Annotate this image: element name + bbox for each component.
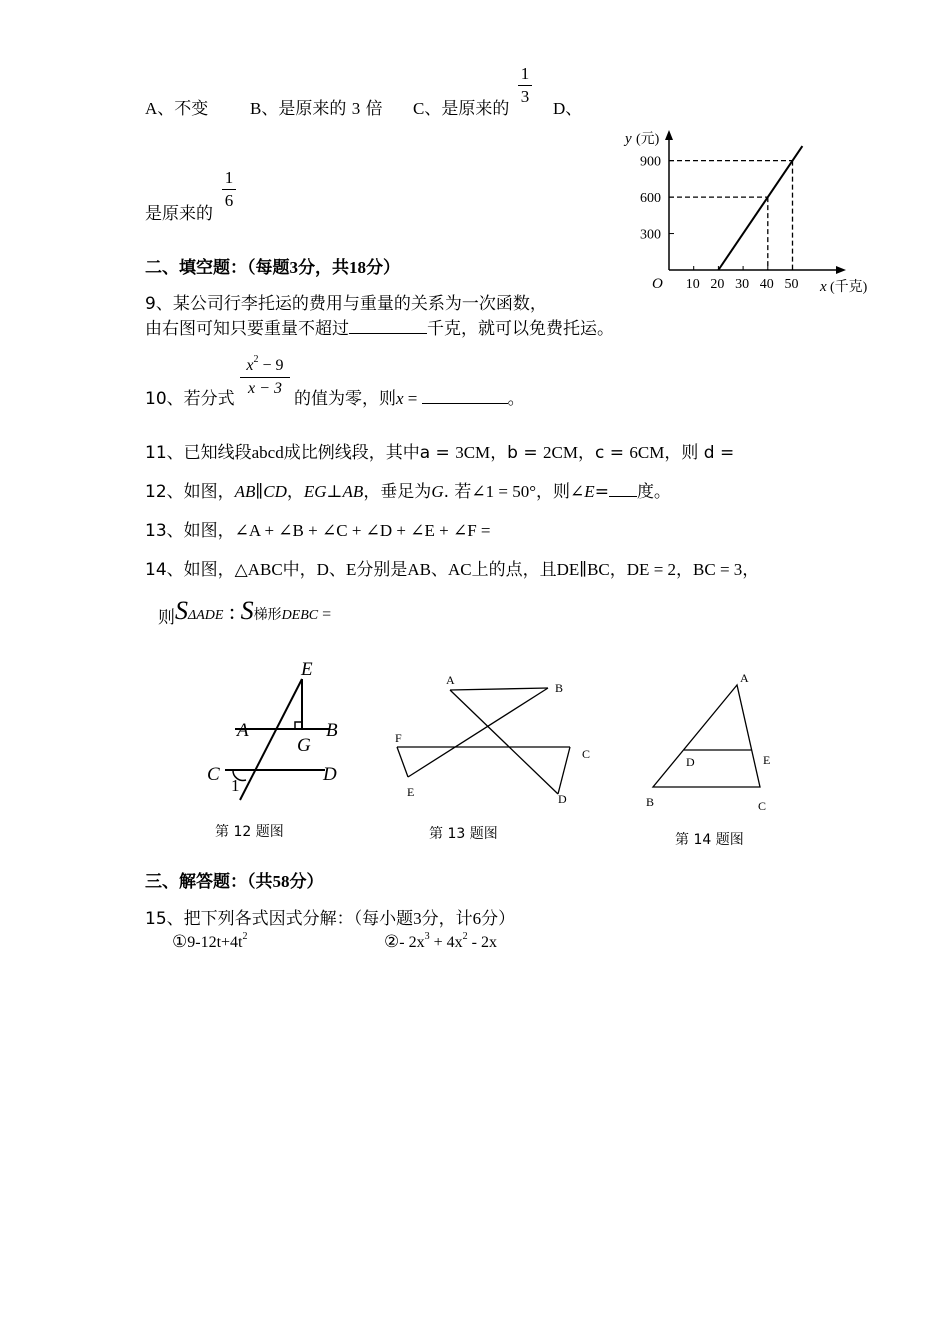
label-b: B: [555, 681, 564, 695]
q12-answer-blank[interactable]: [609, 496, 637, 497]
label-a: A: [237, 720, 249, 741]
q8-option-d-text: 是原来的: [145, 204, 213, 224]
right-angle-mark: [295, 722, 302, 729]
label-f: F: [395, 731, 402, 745]
x-tick-label: 40: [759, 277, 774, 292]
label-c: C: [207, 764, 220, 785]
transversal: [240, 679, 302, 800]
q8-option-b: B、是原来的 3 倍: [250, 99, 383, 119]
label-e: E: [407, 785, 415, 799]
figure-13-caption: 第 13 题图: [429, 826, 498, 842]
segment-ab: [450, 688, 548, 690]
label-a: A: [740, 671, 749, 685]
figure-14-caption: 第 14 题图: [675, 832, 744, 848]
q8-option-d-fraction: 1 6: [222, 168, 236, 211]
q15-item2: ②- $2x^3 + 4x^2 - 2x$: [384, 931, 497, 952]
y-tick-label: 600: [640, 191, 661, 207]
q10-prefix: 10、若分式: [145, 389, 235, 409]
figure-14: [640, 665, 790, 825]
q10-fraction: $x^2 - 9$ x − 3: [240, 350, 290, 399]
q8-option-c: C、是原来的: [413, 99, 510, 119]
q9-cost-weight-graph: [620, 120, 890, 300]
q12-text: 12、如图，AB∥CD，EG⊥AB，垂足为G. 若∠1 = 50°，则∠E= 度。: [145, 482, 671, 502]
label-d: D: [558, 792, 567, 806]
x-tick-label: 30: [735, 277, 750, 292]
y-tick-label: 900: [640, 154, 661, 170]
figure-12-caption: 第 12 题图: [215, 824, 284, 840]
segment-ad: [450, 690, 558, 794]
q9-line1: 9、某公司行李托运的费用与重量的关系为一次函数，: [145, 294, 547, 314]
q8-option-c-fraction: 1 3: [518, 64, 532, 107]
q10-tail: 的值为零，则x = 。: [294, 389, 525, 409]
x-tick-label: 10: [685, 277, 700, 292]
label-d: D: [323, 764, 337, 785]
label-a: A: [446, 673, 455, 687]
label-1: 1: [231, 776, 240, 795]
q14-ratio-line: 则SΔADE : S梯形DEBC =: [158, 596, 332, 628]
section3-heading: 三、解答题：（共58分）: [145, 872, 324, 892]
origin-label: O: [652, 276, 663, 292]
segment-cd: [558, 747, 570, 794]
x-axis-label: x: [820, 279, 827, 295]
y-tick-label: 300: [640, 227, 661, 243]
q15-item1: $①9-12t+4t^2$: [172, 931, 248, 952]
q8-option-a: A、不变: [145, 99, 209, 118]
q8-option-d-prefix: D、: [553, 99, 583, 118]
section2-heading: 二、填空题：（每题3分，共18分）: [145, 258, 400, 278]
q15-line1: 15、把下列各式因式分解：（每小题3分，计6分）: [145, 909, 516, 929]
x-tick-label: 50: [784, 277, 799, 292]
q13-text: 13、如图，∠A + ∠B + ∠C + ∠D + ∠E + ∠F =: [145, 521, 491, 541]
q11-text: 11、已知线段abcd成比例线段，其中a = 3CM，b = 2CM，c = 6CM，则 d =: [145, 443, 735, 463]
label-c: C: [758, 799, 767, 813]
segment-fe: [397, 747, 408, 777]
figure-12: [195, 655, 355, 805]
q10-answer-blank[interactable]: [422, 403, 508, 404]
y-axis-arrow: [665, 130, 673, 140]
figure-13: [390, 670, 600, 810]
label-e: E: [763, 753, 771, 767]
label-g: G: [297, 735, 311, 756]
cost-line: [718, 146, 802, 270]
label-c: C: [582, 747, 591, 761]
q9-line2: 由右图可知只要重量不超过 千克，就可以免费托运。: [145, 319, 614, 339]
label-b: B: [646, 795, 655, 809]
label-e: E: [301, 659, 313, 680]
x-axis-unit: (千克): [830, 280, 868, 295]
label-d: D: [686, 755, 695, 769]
label-b: B: [326, 720, 338, 741]
q8-options-row: [145, 94, 208, 119]
q14-text: 14、如图，△ABC中，D、E分别是AB、AC上的点，且DE∥BC，DE = 2，BC = 3，: [145, 560, 760, 580]
x-tick-label: 20: [710, 277, 725, 292]
q9-answer-blank[interactable]: [349, 333, 427, 334]
triangle-abc: [653, 685, 760, 787]
x-axis-arrow: [836, 266, 846, 274]
y-axis-unit: (元): [636, 132, 660, 147]
y-axis-label: y: [625, 131, 632, 147]
